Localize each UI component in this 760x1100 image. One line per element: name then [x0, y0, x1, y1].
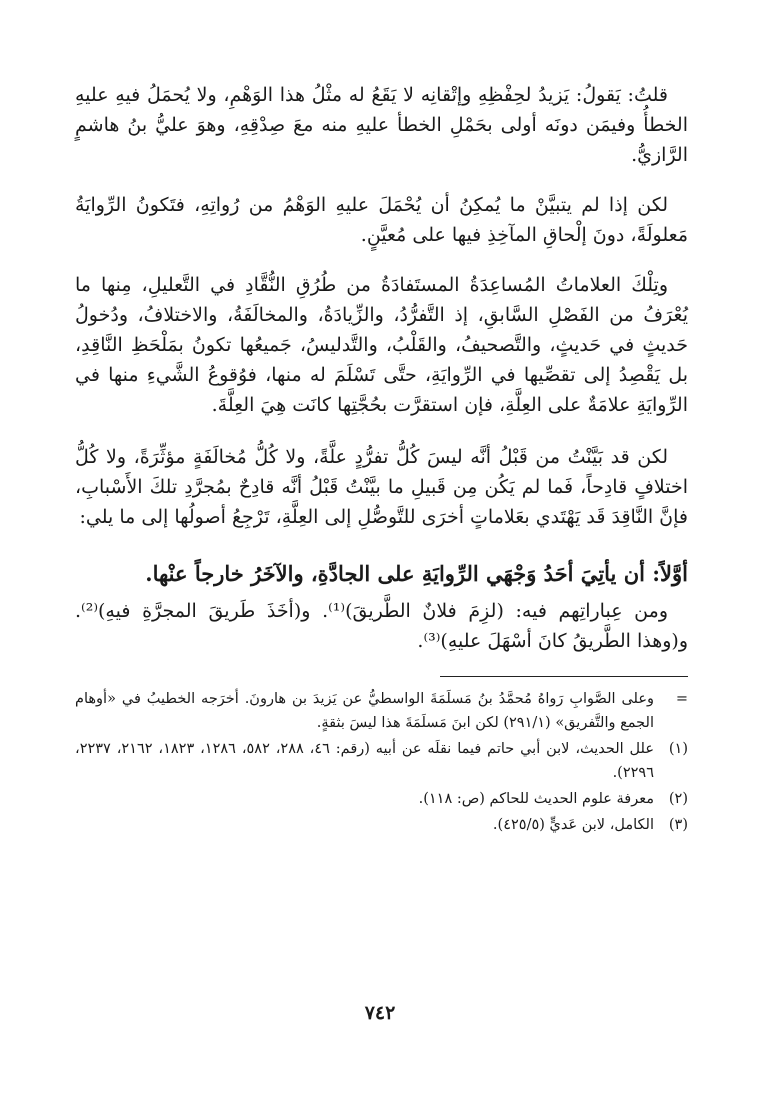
paragraph-2: لكن إذا لم يتبيَّنْ ما يُمكِنُ أن يُحْمَلَ عليهِ الوَهْمُ من رُواتِهِ، فتَكونُ الرِّوايَةُ مَعلولَةً، دونَ إلْحاقِ المآخِذِ فيها على مُعيَّنٍ. — [75, 194, 688, 246]
paragraph-3: وتِلْكَ العلاماتُ المُساعِدَةُ المستَفادَةُ من طُرُقِ النُّقَّادِ في التَّعليلِ، مِنها ما يُعْرَفُ من الفَصْلِ السَّابقِ، إذ التَّفرُّدُ، والزِّيادَةُ، والمخالَفَةُ، والاختلافُ، ودُخولُ حَديثٍ في حَديثٍ، والتَّصحيفُ، والقَلْبُ، والتَّدليسُ، جَميعُها تكونُ بمَلْحَظِ النَّاقِدِ، بل يَقْصِدُ إلى تقصِّيها في الرِّوايَةِ، حتَّى تَسْلَمَ له منها، فوُقوعُ الشَّيءِ منها في الرِّوايَةِ علامَةٌ على العِلَّةِ، فإن استقرَّت بحُجَّتِها كانَت هِيَ العِلَّةَ. — [75, 274, 688, 416]
footnote-mark: = — [675, 691, 688, 707]
footnote-text: الكامل، لابن عَديٍّ (٤٢٥/٥). — [492, 817, 654, 833]
page-number: ٧٤٢ — [364, 1002, 396, 1024]
document-page — [75, 78, 688, 1060]
footnote-divider — [440, 676, 688, 677]
footnote-2 — [75, 787, 688, 811]
footnote-continued — [75, 687, 688, 735]
paragraph-1: قلتُ: يَقولُ: يَزيدُ لحِفْظِهِ وإتْقانِه لا يَقَعُ له مثْلُ هذا الوَهْمِ، ولا يُحمَلُ فيهِ عليهِ الخطأُ وفيمَن دونَه أولى بحَمْلِ الخطأ عليهِ منه معَ صِدْقِهِ، وهوَ عليُّ بنُ هاشمٍ الرَّازيُّ. — [75, 84, 688, 166]
paragraph-5: ومن عِباراتِهم فيه: (لزِمَ فلانٌ الطَّريقَ)⁽¹⁾. و(أخَذَ طَريقَ المجرَّةِ فيهِ)⁽²⁾. و(وهذا الطَّريقُ كانَ أسْهَلَ عليهِ)⁽³⁾. — [75, 600, 688, 652]
footnote-mark: (٣) — [668, 817, 688, 833]
paragraph-4: لكن قد بَيَّنْتُ من قَبْلُ أنَّه ليسَ كُلُّ تفرُّدٍ علَّةً، ولا كُلُّ مُخالَفَةٍ مؤثِّرَةً، ولا كُلُّ اختلافٍ قادِحاً، فَما لم يَكُن مِن قَبيلِ ما بيَّنْتُ قَبْلُ أنَّه قادِحٌ بمُجرَّدِ تلكَ الأَسْبابِ، فإنَّ النَّاقِدَ قَد يَهْتَدي بعَلاماتٍ أخرَى للتَّوصُّلِ إلى العِلَّةِ، تَرْجِعُ أصولُها إلى ما يلي: — [75, 446, 688, 528]
footnote-text: معرفة علوم الحديث للحاكم (ص: ١١٨). — [418, 791, 654, 807]
footnote-text: وعلى الصَّوابِ رَواهُ مُحمَّدُ بنُ مَسلَمَةَ الواسطيُّ عن يَزيدَ بن هارونَ. أخرَجه الخطيبُ في «أوهام الجمع والتَّفريق» (٢٩١/١) لكن ابنَ مَسلَمَةَ هذا ليسَ بثقةٍ. — [75, 691, 654, 731]
footnote-3 — [75, 813, 688, 837]
footnote-text: علل الحديث، لابن أبي حاتم فيما نقلَه عن أبيه (رقم: ٤٦، ٢٨٨، ٥٨٢، ١٢٨٦، ١٨٢٣، ٢١٦٢، ٢٢٣٧، ٢٢٩٦). — [75, 741, 654, 781]
footnote-mark: (٢) — [668, 791, 688, 807]
footnote-1 — [75, 737, 688, 785]
footnote-mark: (١) — [668, 741, 688, 757]
section-heading: أوَّلاً: أن يأتِيَ أحَدُ وَجْهَي الرِّوايَةِ على الجادَّةِ، والآخَرُ خارجاً عنْها. — [145, 561, 688, 586]
